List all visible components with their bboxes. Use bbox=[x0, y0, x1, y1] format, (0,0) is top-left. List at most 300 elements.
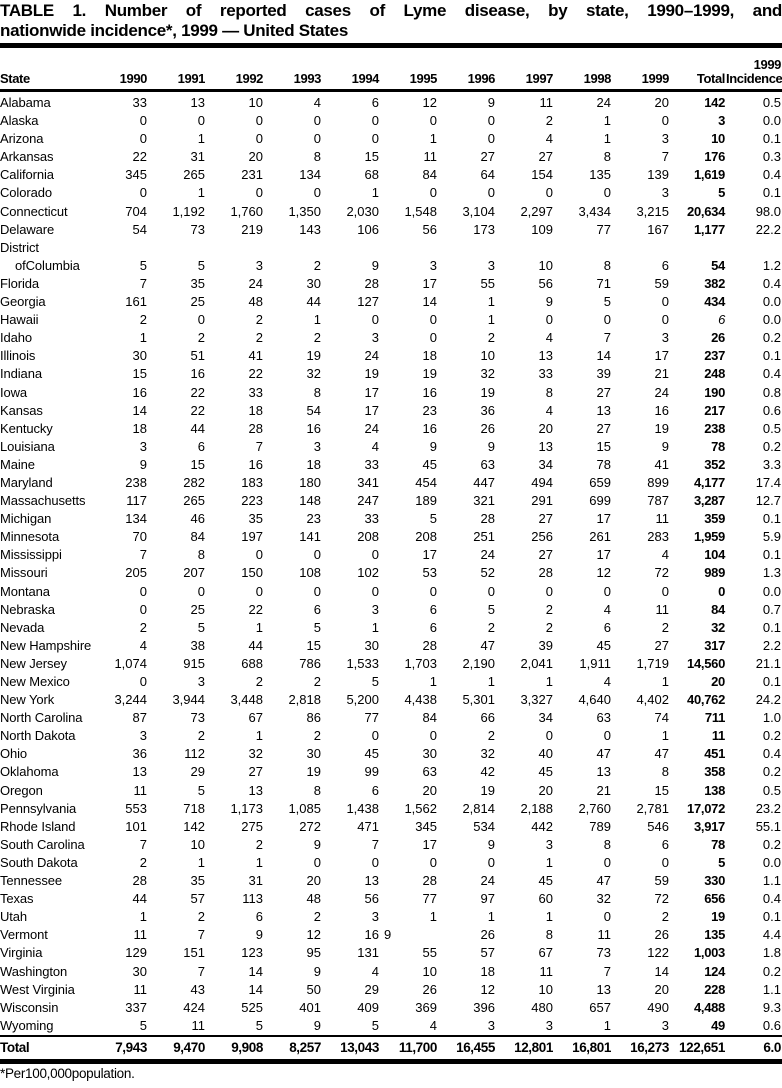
year-cell: 6 bbox=[255, 909, 263, 925]
incidence-cell: 0.2 bbox=[762, 330, 781, 346]
year-cell: 73 bbox=[190, 710, 205, 726]
table-row bbox=[0, 456, 782, 474]
year-cell: 17 bbox=[422, 275, 437, 291]
year-cell: 0 bbox=[255, 113, 263, 129]
year-cell: 1,911 bbox=[579, 655, 611, 671]
total-cell: 3,917 bbox=[693, 818, 725, 834]
year-cell: 97 bbox=[480, 891, 495, 907]
year-cell: 161 bbox=[125, 294, 147, 310]
year-cell: 26 bbox=[480, 927, 495, 943]
year-cell: 11 bbox=[133, 782, 147, 798]
total-cell: 237 bbox=[704, 348, 725, 364]
year-cell: 20 bbox=[422, 782, 437, 798]
year-cell: 84 bbox=[422, 167, 437, 183]
state-cell: Arizona bbox=[0, 131, 44, 147]
year-cell: 0 bbox=[603, 185, 611, 201]
year-cell: 207 bbox=[183, 565, 205, 581]
total-cell: 14,560 bbox=[687, 655, 725, 671]
year-cell: 0 bbox=[313, 113, 321, 129]
year-cell: 2 bbox=[255, 674, 263, 689]
year-cell: 0 bbox=[429, 728, 437, 744]
year-cell: 0 bbox=[197, 583, 205, 599]
year-cell: 21 bbox=[596, 782, 611, 798]
year-cell: 0 bbox=[603, 854, 611, 870]
year-cell: 57 bbox=[190, 891, 205, 907]
state-cell: Idaho bbox=[0, 330, 33, 346]
year-cell: 546 bbox=[647, 818, 669, 834]
year-cell: 84 bbox=[190, 529, 205, 545]
year-cell: 2 bbox=[313, 674, 321, 689]
year-cell: 2 bbox=[255, 836, 263, 852]
year-cell: 7 bbox=[255, 438, 263, 454]
state-cell: Missouri bbox=[0, 565, 48, 581]
year-cell: 19 bbox=[306, 348, 321, 364]
year-cell: 20 bbox=[248, 149, 263, 165]
year-cell: 3 bbox=[545, 1017, 553, 1033]
year-cell: 1 bbox=[139, 330, 147, 346]
year-cell: 718 bbox=[183, 800, 205, 816]
incidence-cell: 0.0 bbox=[762, 113, 781, 129]
year-cell: 6 bbox=[603, 619, 611, 635]
incidence-cell: 0.7 bbox=[762, 601, 781, 617]
year-cell: 26 bbox=[480, 420, 495, 436]
year-cell: 787 bbox=[647, 493, 669, 509]
year-cell: 247 bbox=[357, 493, 379, 509]
year-cell: 534 bbox=[473, 818, 495, 834]
year-cell: 1 bbox=[429, 909, 437, 925]
year-cell: 72 bbox=[654, 565, 669, 581]
table-row bbox=[0, 782, 782, 800]
state-cell: New York bbox=[0, 692, 55, 708]
incidence-cell: 0.4 bbox=[762, 167, 781, 183]
year-cell: 9 bbox=[661, 438, 669, 454]
year-cell: 1 bbox=[429, 674, 437, 689]
year-cell: 28 bbox=[422, 873, 437, 889]
state-cell: Louisiana bbox=[0, 438, 55, 454]
year-cell: 1 bbox=[197, 131, 205, 147]
year-cell: 265 bbox=[183, 493, 205, 509]
year-cell: 47 bbox=[654, 746, 669, 762]
year-cell: 0 bbox=[429, 330, 437, 346]
year-cell: 16 bbox=[654, 402, 669, 418]
year-cell: 1,760 bbox=[230, 203, 263, 219]
year-cell: 265 bbox=[183, 167, 205, 183]
year-cell: 1,192 bbox=[172, 203, 205, 219]
year-cell: 30 bbox=[132, 348, 147, 364]
year-cell: 86 bbox=[306, 710, 321, 726]
year-cell: 2 bbox=[255, 312, 263, 328]
year-cell: 1 bbox=[313, 312, 321, 328]
year-cell: 16 bbox=[422, 384, 437, 400]
year-cell: 9 bbox=[487, 438, 495, 454]
state-cell: Kentucky bbox=[0, 420, 53, 436]
year-cell: 31 bbox=[190, 149, 205, 165]
year-cell: 337 bbox=[125, 999, 147, 1015]
year-cell: 47 bbox=[596, 746, 611, 762]
state-cell: South Dakota bbox=[0, 854, 78, 870]
incidence-cell: 3.3 bbox=[762, 456, 781, 472]
table-row bbox=[0, 745, 782, 763]
total-cell: 142 bbox=[704, 95, 725, 110]
year-cell: 0 bbox=[313, 131, 321, 147]
year-cell: 3,448 bbox=[230, 692, 263, 708]
total-cell: 78 bbox=[711, 836, 725, 852]
year-cell: 14 bbox=[248, 981, 263, 997]
year-cell: 117 bbox=[126, 493, 147, 509]
year-cell: 8 bbox=[603, 257, 611, 273]
year-cell: 9 bbox=[313, 1017, 321, 1033]
incidence-cell: 55.1 bbox=[755, 818, 781, 834]
total-year-cell: 13,043 bbox=[322, 1036, 380, 1062]
year-cell: 6 bbox=[429, 601, 437, 617]
year-cell: 6 bbox=[429, 619, 437, 635]
year-cell: 1,173 bbox=[230, 800, 263, 816]
total-year-cell: 11,700 bbox=[380, 1036, 438, 1062]
year-cell: 18 bbox=[306, 456, 321, 472]
year-cell: 129 bbox=[125, 945, 147, 961]
year-cell: 3 bbox=[487, 257, 495, 273]
year-cell: 19 bbox=[422, 366, 437, 382]
state-cell: Mississippi bbox=[0, 547, 62, 563]
col-header-year: 1997 bbox=[496, 48, 554, 91]
year-cell: 8 bbox=[603, 836, 611, 852]
total-cell: 138 bbox=[704, 782, 725, 798]
total-year-cell: 9,470 bbox=[148, 1036, 206, 1062]
year-cell: 17 bbox=[422, 547, 437, 563]
table-row bbox=[0, 944, 782, 962]
state-cell: West Virginia bbox=[0, 981, 75, 997]
state-cell: Oklahoma bbox=[0, 764, 59, 780]
year-cell: 173 bbox=[473, 221, 495, 237]
incidence-cell: 0.3 bbox=[762, 149, 781, 165]
state-cell: Virginia bbox=[0, 945, 43, 961]
year-cell: 17 bbox=[364, 402, 379, 418]
year-cell: 0 bbox=[139, 601, 147, 617]
year-cell: 275 bbox=[241, 818, 263, 834]
year-cell: 54 bbox=[306, 402, 321, 418]
year-cell: 13 bbox=[596, 981, 611, 997]
year-cell: 1 bbox=[545, 854, 553, 870]
year-cell: 0 bbox=[603, 583, 611, 599]
year-cell: 2 bbox=[545, 601, 553, 617]
year-cell: 8 bbox=[313, 782, 321, 798]
col-header-year: 1990 bbox=[90, 48, 148, 91]
year-cell: 7 bbox=[139, 275, 147, 291]
incidence-cell: 9.3 bbox=[762, 999, 781, 1015]
year-cell: 28 bbox=[422, 637, 437, 653]
total-cell: 78 bbox=[711, 438, 725, 454]
year-cell: 341 bbox=[357, 474, 379, 490]
year-cell: 45 bbox=[538, 873, 553, 889]
year-cell: 6 bbox=[197, 438, 205, 454]
total-cell: 19 bbox=[711, 909, 725, 925]
year-cell: 5 bbox=[139, 1017, 147, 1033]
year-cell: 18 bbox=[132, 420, 147, 436]
table-row bbox=[0, 981, 782, 999]
year-cell: 108 bbox=[299, 565, 321, 581]
year-cell: 2,781 bbox=[636, 800, 669, 816]
year-cell: 53 bbox=[422, 565, 437, 581]
year-cell: 167 bbox=[647, 221, 669, 237]
year-cell: 28 bbox=[364, 275, 379, 291]
year-cell: 1 bbox=[255, 728, 263, 744]
year-cell: 73 bbox=[190, 221, 205, 237]
year-cell: 1 bbox=[603, 1017, 611, 1033]
year-cell: 1 bbox=[197, 854, 205, 870]
table-footer bbox=[0, 1036, 782, 1062]
year-cell: 48 bbox=[306, 891, 321, 907]
year-cell: 13 bbox=[596, 402, 611, 418]
year-cell: 786 bbox=[299, 655, 321, 671]
total-cell: 359 bbox=[704, 511, 725, 527]
table-title-line2: nationwide incidence*, 1999 — United States bbox=[0, 21, 348, 40]
year-cell: 4 bbox=[545, 330, 553, 346]
year-cell: 148 bbox=[299, 493, 321, 509]
table-row bbox=[0, 221, 782, 239]
year-cell: 113 bbox=[242, 891, 263, 907]
incidence-cell: 0.4 bbox=[762, 366, 781, 382]
year-cell: 7 bbox=[371, 836, 379, 852]
incidence-cell: 0.2 bbox=[762, 764, 781, 780]
year-cell: 71 bbox=[596, 275, 611, 291]
year-cell: 36 bbox=[132, 746, 147, 762]
col-header-year: 1995 bbox=[380, 48, 438, 91]
state-cell: Wyoming bbox=[0, 1017, 54, 1033]
year-cell: 6 bbox=[371, 95, 379, 110]
year-cell: 8 bbox=[545, 384, 553, 400]
state-cell: Nevada bbox=[0, 619, 45, 635]
year-cell: 15 bbox=[190, 456, 205, 472]
incidence-cell: 0.2 bbox=[762, 963, 781, 979]
year-cell: 36 bbox=[480, 402, 495, 418]
year-cell: 0 bbox=[313, 547, 321, 563]
total-cell: 32 bbox=[711, 619, 725, 635]
total-row-label: Total bbox=[0, 1036, 90, 1062]
year-cell: 55 bbox=[422, 945, 437, 961]
year-cell: 154 bbox=[531, 167, 553, 183]
incidence-cell: 1.3 bbox=[762, 565, 781, 581]
year-cell: 471 bbox=[357, 818, 379, 834]
year-cell: 0 bbox=[255, 185, 263, 201]
year-cell: 46 bbox=[190, 511, 205, 527]
year-cell: 3,215 bbox=[636, 203, 669, 219]
year-cell: 77 bbox=[364, 710, 379, 726]
year-cell: 10 bbox=[190, 836, 205, 852]
year-cell: 0 bbox=[139, 583, 147, 599]
year-cell: 1,438 bbox=[346, 800, 379, 816]
year-cell: 24 bbox=[654, 384, 669, 400]
year-cell: 1 bbox=[603, 113, 611, 129]
total-cell: 135 bbox=[704, 927, 725, 943]
state-cell: Texas bbox=[0, 891, 34, 907]
year-cell: 2,818 bbox=[288, 692, 321, 708]
total-cell: 26 bbox=[711, 330, 725, 346]
year-cell: 44 bbox=[306, 294, 321, 310]
year-cell: 1 bbox=[661, 674, 669, 689]
year-cell: 2,190 bbox=[462, 655, 495, 671]
incidence-cell: 1.1 bbox=[762, 981, 781, 997]
year-cell: 1 bbox=[429, 131, 437, 147]
incidence-cell: 0.0 bbox=[762, 312, 781, 328]
year-cell: 16 bbox=[306, 420, 321, 436]
year-cell: 1 bbox=[197, 185, 205, 201]
col-header-state: State bbox=[0, 48, 90, 91]
year-cell: 1 bbox=[545, 674, 553, 689]
year-cell: 22 bbox=[248, 601, 263, 617]
year-cell: 60 bbox=[538, 891, 553, 907]
table-row bbox=[0, 963, 782, 981]
year-cell: 0 bbox=[371, 312, 379, 328]
year-cell: 28 bbox=[132, 873, 147, 889]
year-cell: 8 bbox=[603, 149, 611, 165]
year-cell: 2 bbox=[487, 728, 495, 744]
year-cell: 54 bbox=[132, 221, 147, 237]
incidence-cell: 98.0 bbox=[755, 203, 781, 219]
year-cell: 0 bbox=[545, 728, 553, 744]
year-cell: 2,760 bbox=[578, 800, 611, 816]
year-cell: 67 bbox=[538, 945, 553, 961]
year-cell: 3 bbox=[139, 728, 147, 744]
year-cell: 19 bbox=[364, 366, 379, 382]
table-row bbox=[0, 492, 782, 510]
year-cell: 15 bbox=[654, 782, 669, 798]
year-cell: 30 bbox=[422, 746, 437, 762]
year-cell: 1 bbox=[255, 854, 263, 870]
table-row bbox=[0, 438, 782, 456]
year-cell: 4 bbox=[313, 95, 321, 110]
year-cell: 442 bbox=[531, 818, 553, 834]
year-cell: 17 bbox=[364, 384, 379, 400]
incidence-cell: 0.1 bbox=[762, 674, 781, 689]
state-cell: Minnesota bbox=[0, 529, 60, 545]
table-row bbox=[0, 293, 782, 311]
total-year-cell: 16,801 bbox=[554, 1036, 612, 1062]
year-cell: 10 bbox=[538, 257, 553, 273]
year-cell: 1 bbox=[487, 674, 495, 689]
year-cell: 3 bbox=[255, 257, 263, 273]
year-cell: 7 bbox=[139, 836, 147, 852]
total-year-cell: 12,801 bbox=[496, 1036, 554, 1062]
year-cell: 9 bbox=[429, 438, 437, 454]
year-cell: 0 bbox=[139, 674, 147, 689]
state-cell: Hawaii bbox=[0, 312, 39, 328]
year-cell: 13 bbox=[538, 438, 553, 454]
total-cell: 104 bbox=[704, 547, 725, 563]
year-cell: 18 bbox=[248, 402, 263, 418]
total-cell: 1,003 bbox=[693, 945, 725, 961]
total-year-cell: 7,943 bbox=[90, 1036, 148, 1062]
year-cell: 3 bbox=[371, 330, 379, 346]
year-cell: 47 bbox=[480, 637, 495, 653]
year-cell: 219 bbox=[241, 221, 263, 237]
total-cell: 317 bbox=[704, 637, 725, 653]
year-cell: 44 bbox=[132, 891, 147, 907]
year-cell: 8 bbox=[545, 927, 553, 943]
year-cell: 9 bbox=[313, 836, 321, 852]
state-cell: Florida bbox=[0, 275, 40, 291]
table-row bbox=[0, 655, 782, 673]
year-cell: 2 bbox=[255, 330, 263, 346]
state-cell: Pennsylvania bbox=[0, 800, 77, 816]
year-cell: 2 bbox=[139, 619, 147, 635]
year-cell: 15 bbox=[132, 366, 147, 382]
table-row bbox=[0, 239, 782, 275]
year-cell: 12 bbox=[306, 927, 321, 943]
year-cell: 3 bbox=[371, 601, 379, 617]
year-cell: 19 bbox=[480, 782, 495, 798]
state-cell: Arkansas bbox=[0, 149, 54, 165]
col-header-year: 1993 bbox=[264, 48, 322, 91]
total-cell: 3 bbox=[718, 113, 725, 129]
year-cell: 14 bbox=[654, 963, 669, 979]
year-cell: 5 bbox=[603, 294, 611, 310]
year-cell: 78 bbox=[596, 456, 611, 472]
year-cell: 33 bbox=[248, 384, 263, 400]
incidence-cell: 0.0 bbox=[762, 583, 781, 599]
year-cell: 13 bbox=[190, 95, 205, 110]
year-cell: 2 bbox=[197, 909, 205, 925]
year-cell: 12 bbox=[422, 95, 437, 110]
incidence-cell: 21.1 bbox=[755, 655, 781, 671]
year-cell: 7 bbox=[603, 330, 611, 346]
incidence-cell: 0.2 bbox=[762, 438, 781, 454]
year-cell: 0 bbox=[429, 185, 437, 201]
year-cell: 112 bbox=[184, 746, 205, 762]
year-cell: 99 bbox=[364, 764, 379, 780]
state-cell: California bbox=[0, 167, 54, 183]
year-cell: 5 bbox=[371, 1017, 379, 1033]
total-cell: 1,177 bbox=[693, 221, 725, 237]
year-cell: 1 bbox=[487, 909, 495, 925]
year-cell: 17 bbox=[596, 547, 611, 563]
year-cell: 8 bbox=[661, 764, 669, 780]
year-cell: 27 bbox=[538, 511, 553, 527]
year-cell: 0 bbox=[487, 583, 495, 599]
table-row bbox=[0, 727, 782, 745]
year-cell: 3 bbox=[661, 330, 669, 346]
total-cell: 17,072 bbox=[687, 800, 725, 816]
year-cell: 14 bbox=[132, 402, 147, 418]
year-cell: 0 bbox=[487, 131, 495, 147]
year-cell: 0 bbox=[371, 728, 379, 744]
year-cell: 3,244 bbox=[114, 692, 147, 708]
year-cell: 50 bbox=[306, 981, 321, 997]
state-cell: Nebraska bbox=[0, 601, 55, 617]
total-cell: 217 bbox=[704, 402, 725, 418]
year-cell: 28 bbox=[480, 511, 495, 527]
year-cell: 16 bbox=[364, 927, 379, 943]
year-cell: 8 bbox=[313, 384, 321, 400]
table-row bbox=[0, 583, 782, 601]
year-cell: 20 bbox=[306, 873, 321, 889]
year-cell: 6 bbox=[661, 257, 669, 273]
year-cell: 321 bbox=[473, 493, 495, 509]
total-cell: 228 bbox=[704, 981, 725, 997]
year-cell: 3,434 bbox=[578, 203, 611, 219]
year-cell: 20 bbox=[538, 782, 553, 798]
state-cell: New Hampshire bbox=[0, 637, 92, 653]
year-cell: 32 bbox=[248, 746, 263, 762]
year-cell: 22 bbox=[132, 149, 147, 165]
year-cell: 0 bbox=[197, 113, 205, 129]
year-cell: 150 bbox=[241, 565, 263, 581]
year-cell: 13 bbox=[596, 764, 611, 780]
state-cell: Montana bbox=[0, 583, 50, 599]
incidence-cell: 0.1 bbox=[762, 348, 781, 364]
year-cell: 32 bbox=[480, 366, 495, 382]
year-cell: 13 bbox=[364, 873, 379, 889]
year-cell: 72 bbox=[654, 891, 669, 907]
